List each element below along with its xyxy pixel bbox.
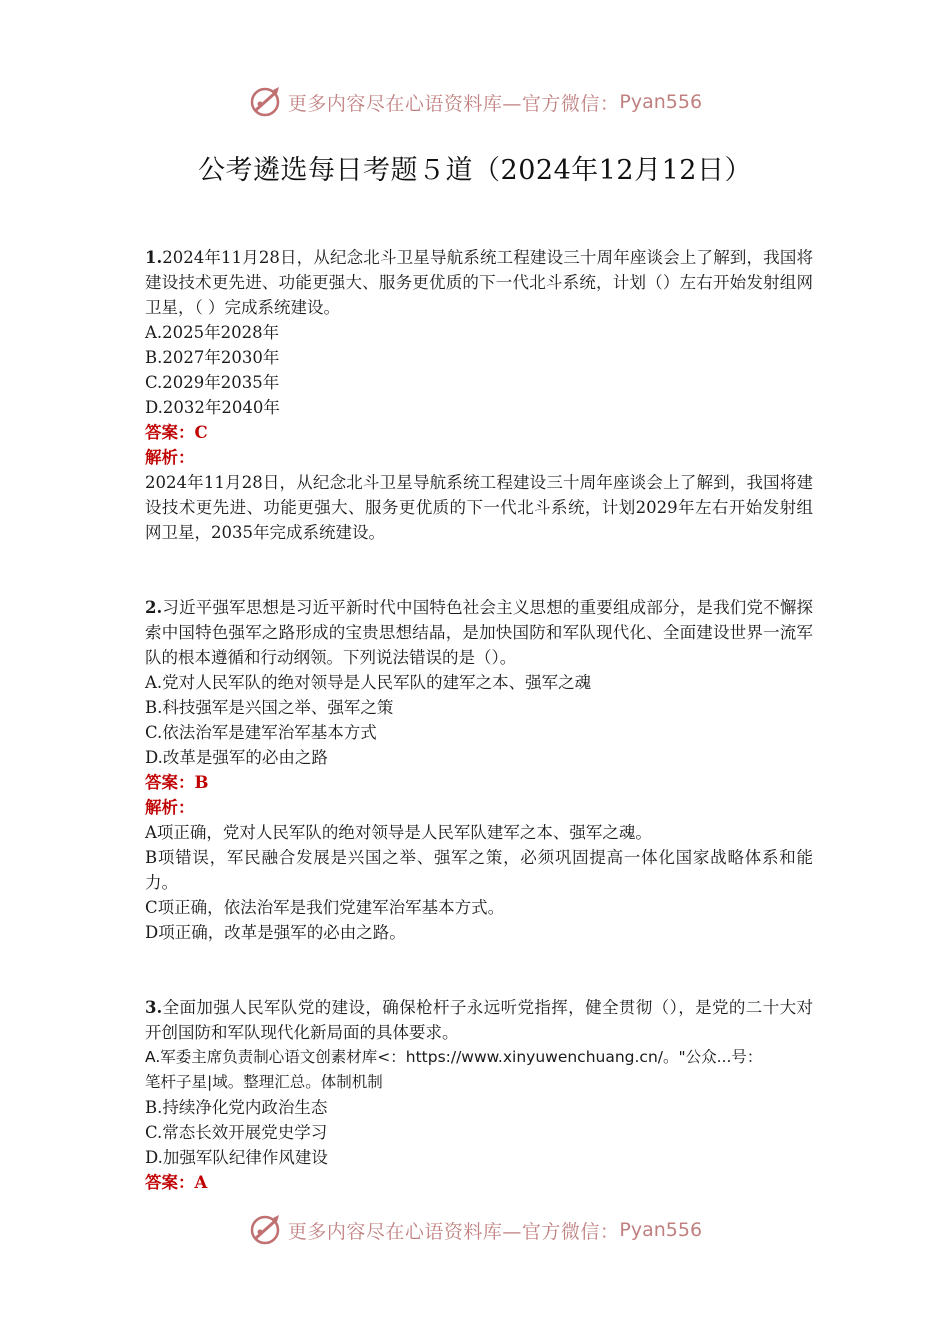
banner-wechat-id: Pyan556 [619, 91, 703, 113]
question-3 [145, 995, 813, 1195]
option-c: C.依法治军是建军治军基本方式 [145, 723, 377, 742]
question-list [145, 245, 813, 1195]
footer-banner [0, 1208, 950, 1252]
question-2 [145, 595, 813, 945]
analysis-label: 解析： [145, 448, 195, 467]
answer [145, 1170, 813, 1195]
question-1 [145, 245, 813, 545]
option-d: D.2032年2040年 [145, 398, 280, 417]
analysis-label: 解析： [145, 798, 195, 817]
answer-value: A [194, 1173, 208, 1192]
analysis-item-d: D项正确，改革是强军的必由之路。 [145, 923, 406, 942]
answer-value: C [194, 423, 208, 442]
answer-label: 答案： [145, 773, 195, 792]
question-number: 2. [145, 598, 163, 617]
analysis-text: 2024年11月28日，从纪念北斗卫星导航系统工程建设三十周年座谈会上了解到，我国将建设技术更先进、功能更强大、服务更优质的下一代北斗系统，计划2029年左右开始发射组网卫星，2035年完成系统建设。 [145, 473, 813, 542]
option-a: A.党对人民军队的绝对领导是人民军队的建军之本、强军之魂 [145, 673, 592, 692]
analysis-item-a: A项正确，党对人民军队的绝对领导是人民军队建军之本、强军之魂。 [145, 823, 652, 842]
option-c: C.2029年2035年 [145, 373, 280, 392]
brush-logo-icon [248, 1212, 284, 1248]
question-number: 1. [145, 248, 163, 267]
option-a: A.军委主席负责制心语文创素材库<：https://www.xinyuwenchuang.cn/。"公众...号： [145, 1048, 763, 1066]
answer-label: 答案： [145, 423, 195, 442]
question-stem [145, 595, 813, 670]
banner-text: 更多内容尽在心语资料库—官方微信： [287, 1220, 620, 1243]
question-text: 2024年11月28日，从纪念北斗卫星导航系统工程建设三十周年座谈会上了解到，我国将建设技术更先进、功能更强大、服务更优质的下一代北斗系统，计划（）左右开始发射组网卫星，（ ）完成系统建设。 [145, 248, 813, 317]
option-b: B.科技强军是兴国之举、强军之策 [145, 698, 394, 717]
option-d: D.改革是强军的必由之路 [145, 748, 328, 767]
question-stem [145, 995, 813, 1045]
analysis-item-b: B项错误，军民融合发展是兴国之举、强军之策，必须巩固提高一体化国家战略体系和能力。 [145, 848, 813, 892]
header-banner [0, 80, 950, 124]
answer [145, 770, 813, 795]
brush-logo-icon [248, 84, 284, 120]
option-a: A.2025年2028年 [145, 323, 280, 342]
answer-label: 答案： [145, 1173, 195, 1192]
option-a-continued: 笔杆子星|域。整理汇总。体制机制 [145, 1073, 383, 1091]
question-text: 习近平强军思想是习近平新时代中国特色社会主义思想的重要组成部分，是我们党不懈探索中国特色强军之路形成的宝贵思想结晶，是加快国防和军队现代化、全面建设世界一流军队的根本遵循和行动纲领。下列说法错误的是（）。 [145, 598, 813, 667]
option-b: B.2027年2030年 [145, 348, 280, 367]
question-number: 3. [145, 998, 163, 1017]
answer-value: B [194, 773, 209, 792]
page-title: 公考遴选每日考题５道（2024年12月12日） [198, 155, 752, 186]
option-c: C.常态长效开展党史学习 [145, 1123, 328, 1142]
option-b: B.持续净化党内政治生态 [145, 1098, 328, 1117]
banner-wechat-id: Pyan556 [619, 1219, 703, 1241]
banner-text: 更多内容尽在心语资料库—官方微信： [287, 92, 620, 115]
question-text: 全面加强人民军队党的建设，确保枪杆子永远听党指挥，健全贯彻（），是党的二十大对开创国防和军队现代化新局面的具体要求。 [145, 998, 813, 1042]
option-d: D.加强军队纪律作风建设 [145, 1148, 328, 1167]
analysis-item-c: C项正确，依法治军是我们党建军治军基本方式。 [145, 898, 505, 917]
question-stem [145, 245, 813, 320]
answer [145, 420, 813, 445]
